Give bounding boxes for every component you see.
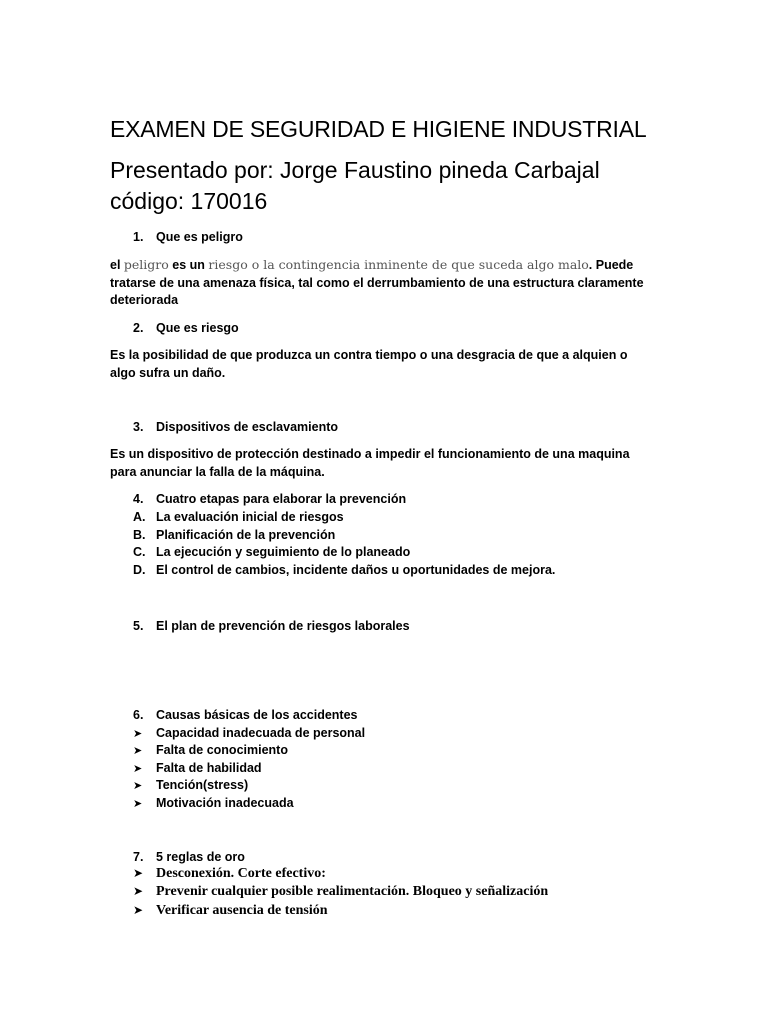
question-number: 6. xyxy=(133,708,144,722)
stage-text: La evaluación inicial de riesgos xyxy=(156,510,344,524)
question-5 xyxy=(133,619,410,633)
question-1 xyxy=(133,230,243,244)
question-3 xyxy=(133,420,338,434)
stage-marker: B. xyxy=(133,528,146,542)
cause-item xyxy=(133,761,262,775)
stage-marker: C. xyxy=(133,545,146,559)
rule-item xyxy=(133,903,328,919)
stage-marker: A. xyxy=(133,510,146,524)
answer-1-term: peligro xyxy=(123,257,169,272)
stage-text: La ejecución y seguimiento de lo planeado xyxy=(156,545,411,559)
arrowhead-icon: ➤ xyxy=(133,780,143,792)
question-number: 7. xyxy=(133,850,144,864)
arrowhead-icon: ➤ xyxy=(133,903,144,917)
question-text: Dispositivos de esclavamiento xyxy=(156,420,339,434)
cause-item xyxy=(133,743,288,757)
stage-item xyxy=(133,563,555,577)
stage-text: El control de cambios, incidente daños u oportunidades de mejora. xyxy=(156,563,556,577)
rule-item xyxy=(133,884,548,900)
question-number: 3. xyxy=(133,420,144,434)
answer-1-part: . Puede tratarse de una amenaza física, tal como el derrumbamiento de una estructura claramente deteriorada xyxy=(110,258,644,307)
question-2 xyxy=(133,321,239,335)
question-text: Causas básicas de los accidentes xyxy=(156,708,358,722)
answer-2: Es la posibilidad de que produzca un contra tiempo o una desgracia de que a alquien o algo sufra un daño. xyxy=(110,348,628,380)
cause-text: Capacidad inadecuada de personal xyxy=(156,726,366,740)
arrowhead-icon: ➤ xyxy=(133,798,143,810)
question-number: 4. xyxy=(133,492,144,506)
cause-text: Falta de habilidad xyxy=(156,761,262,775)
question-text: Cuatro etapas para elaborar la prevención xyxy=(156,492,407,506)
stage-item xyxy=(133,528,335,542)
cause-item xyxy=(133,726,365,740)
presented-by: Presentado por: Jorge Faustino pineda Carbajal código: 170016 xyxy=(110,157,600,214)
rule-item xyxy=(133,866,326,882)
stage-item xyxy=(133,510,344,524)
question-7 xyxy=(133,850,245,864)
question-number: 1. xyxy=(133,230,144,244)
arrowhead-icon: ➤ xyxy=(133,728,143,740)
cause-text: Motivación inadecuada xyxy=(156,796,294,810)
answer-1-part: el xyxy=(110,258,124,272)
stage-item xyxy=(133,545,410,559)
question-6 xyxy=(133,708,358,722)
cause-text: Tención(stress) xyxy=(156,778,249,792)
answer-1-part: es un xyxy=(168,258,209,272)
answer-1-definition: riesgo o la contingencia inminente de que suceda algo malo xyxy=(208,257,589,272)
cause-text: Falta de conocimiento xyxy=(156,743,288,757)
question-text: Que es peligro xyxy=(156,230,243,244)
stage-marker: D. xyxy=(133,563,146,577)
answer-3: Es un dispositivo de protección destinado a impedir el funcionamiento de una maquina para anunciar la falla de la máquina. xyxy=(110,447,630,479)
question-number: 5. xyxy=(133,619,144,633)
arrowhead-icon: ➤ xyxy=(133,763,143,775)
question-text: Que es riesgo xyxy=(156,321,239,335)
document-title: EXAMEN DE SEGURIDAD E HIGIENE INDUSTRIAL xyxy=(110,116,647,142)
arrowhead-icon: ➤ xyxy=(133,866,144,880)
rule-text: Verificar ausencia de tensión xyxy=(156,903,328,918)
question-number: 2. xyxy=(133,321,144,335)
cause-item xyxy=(133,778,248,792)
arrowhead-icon: ➤ xyxy=(133,745,143,757)
question-text: 5 reglas de oro xyxy=(156,850,245,864)
rule-text: Prevenir cualquier posible realimentación. Bloqueo y señalización xyxy=(156,884,549,899)
question-4 xyxy=(133,492,406,506)
answer-1 xyxy=(110,256,650,310)
cause-item xyxy=(133,796,294,810)
arrowhead-icon: ➤ xyxy=(133,884,144,898)
rule-text: Desconexión. Corte efectivo: xyxy=(156,866,326,881)
stage-text: Planificación de la prevención xyxy=(156,528,336,542)
question-text: El plan de prevención de riesgos laborales xyxy=(156,619,410,633)
